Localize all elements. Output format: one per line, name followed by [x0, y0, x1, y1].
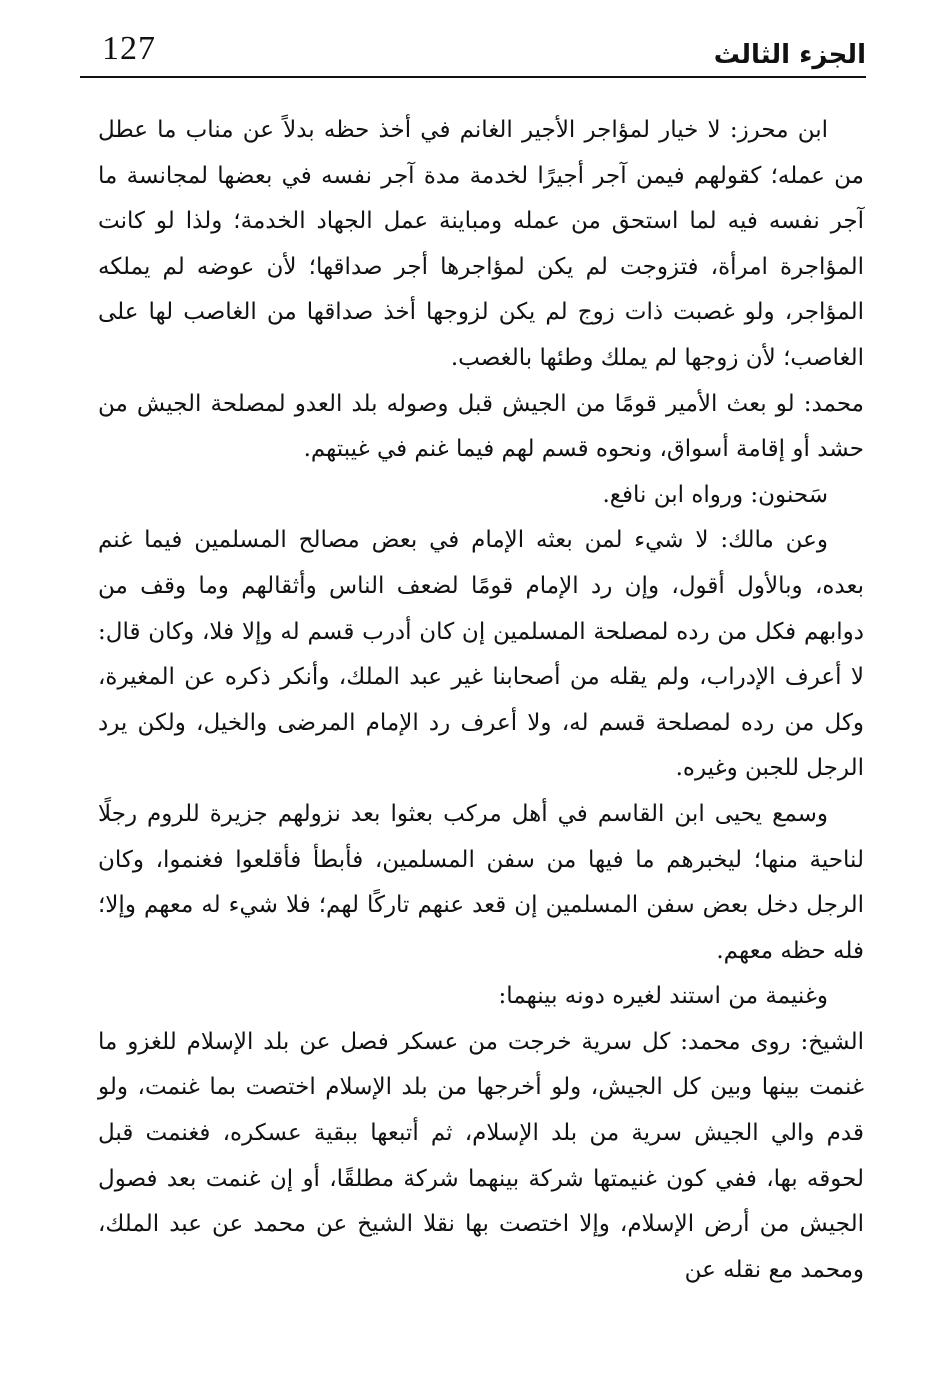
page-number: 127 [102, 30, 156, 67]
paragraph-6: وغنيمة من استند لغيره دونه بينهما: [498, 983, 828, 1010]
page-header [80, 24, 866, 78]
paragraph-3: سَحنون: ورواه ابن نافع. [602, 481, 828, 508]
running-title: الجزء الثالث [713, 40, 866, 70]
paragraph-7: الشيخ: روى محمد: كل سرية خرجت من عسكر فصل عن بلد الإسلام للغزو ما غنمت بينها وبين كل الجيش، ولو أخرجها من بلد الإسلام اختصت بما غنمت، ولو قدم والي الجيش سرية من بلد الإسلام، ثم أتبعها ببقية عسكره، فغنمت قبل لحوقه بها، ففي كون غنيمتها شركة بينهما شركة مطلقًا، أو إن غنمت بعد فصول الجيش من أرض الإسلام، وإلا اختصت بها نقلا الشيخ عن محمد عن عبد الملك، ومحمد مع نقله عن [98, 1028, 864, 1283]
paragraph-4: وعن مالك: لا شيء لمن بعثه الإمام في بعض مصالح المسلمين فيما غنم بعده، وبالأول أقول، وإن رد الإمام قومًا لضعف الناس وأثقالهم وما وقف من دوابهم فكل من رده لمصلحة المسلمين إن كان أدرب قسم له وإلا فلا، وكان قال: لا أعرف الإدراب، ولم يقله من أصحابنا غير عبد الملك، وأنكر ذكره عن المغيرة، وكل من رده لمصلحة قسم له، ولا أعرف رد الإمام المرضى والخيل، ولكن يرد الرجل للجبن وغيره. [98, 527, 864, 782]
main-text [98, 108, 864, 1293]
paragraph-1: ابن محرز: لا خيار لمؤاجر الأجير الغانم في أخذ حظه بدلاً عن مناب ما عطل من عمله؛ كقولهم فيمن آجر أجيرًا لخدمة مدة آجر نفسه في بعضها لمجانسة ما آجر نفسه فيه لما استحق من عمله ومباينة عمل الجهاد الخدمة؛ ولذا لو كانت المؤاجرة امرأة، فتزوجت لم يكن لمؤاجرها أجر صداقها؛ لأن عوضه لم يملكه المؤاجر، ولو غصبت ذات زوج لم يكن لزوجها أخذ صداقها من الغاصب لها على الغاصب؛ لأن زوجها لم يملك وطئها بالغصب. [98, 117, 864, 371]
paragraph-2: محمد: لو بعث الأمير قومًا من الجيش قبل وصوله بلد العدو لمصلحة الجيش من حشد أو إقامة أسواق، ونحوه قسم لهم فيما غنم في غيبتهم. [98, 390, 864, 463]
paragraph-5: وسمع يحيى ابن القاسم في أهل مركب بعثوا بعد نزولهم جزيرة للروم رجلًا لناحية منها؛ ليخبرهم ما فيها من سفن المسلمين، فأبطأ فأقلعوا فغنموا، وكان الرجل دخل بعض سفن المسلمين إن قعد عنهم تاركًا لهم؛ فلا شيء له معهم وإلا؛ فله حظه معهم. [98, 800, 864, 964]
